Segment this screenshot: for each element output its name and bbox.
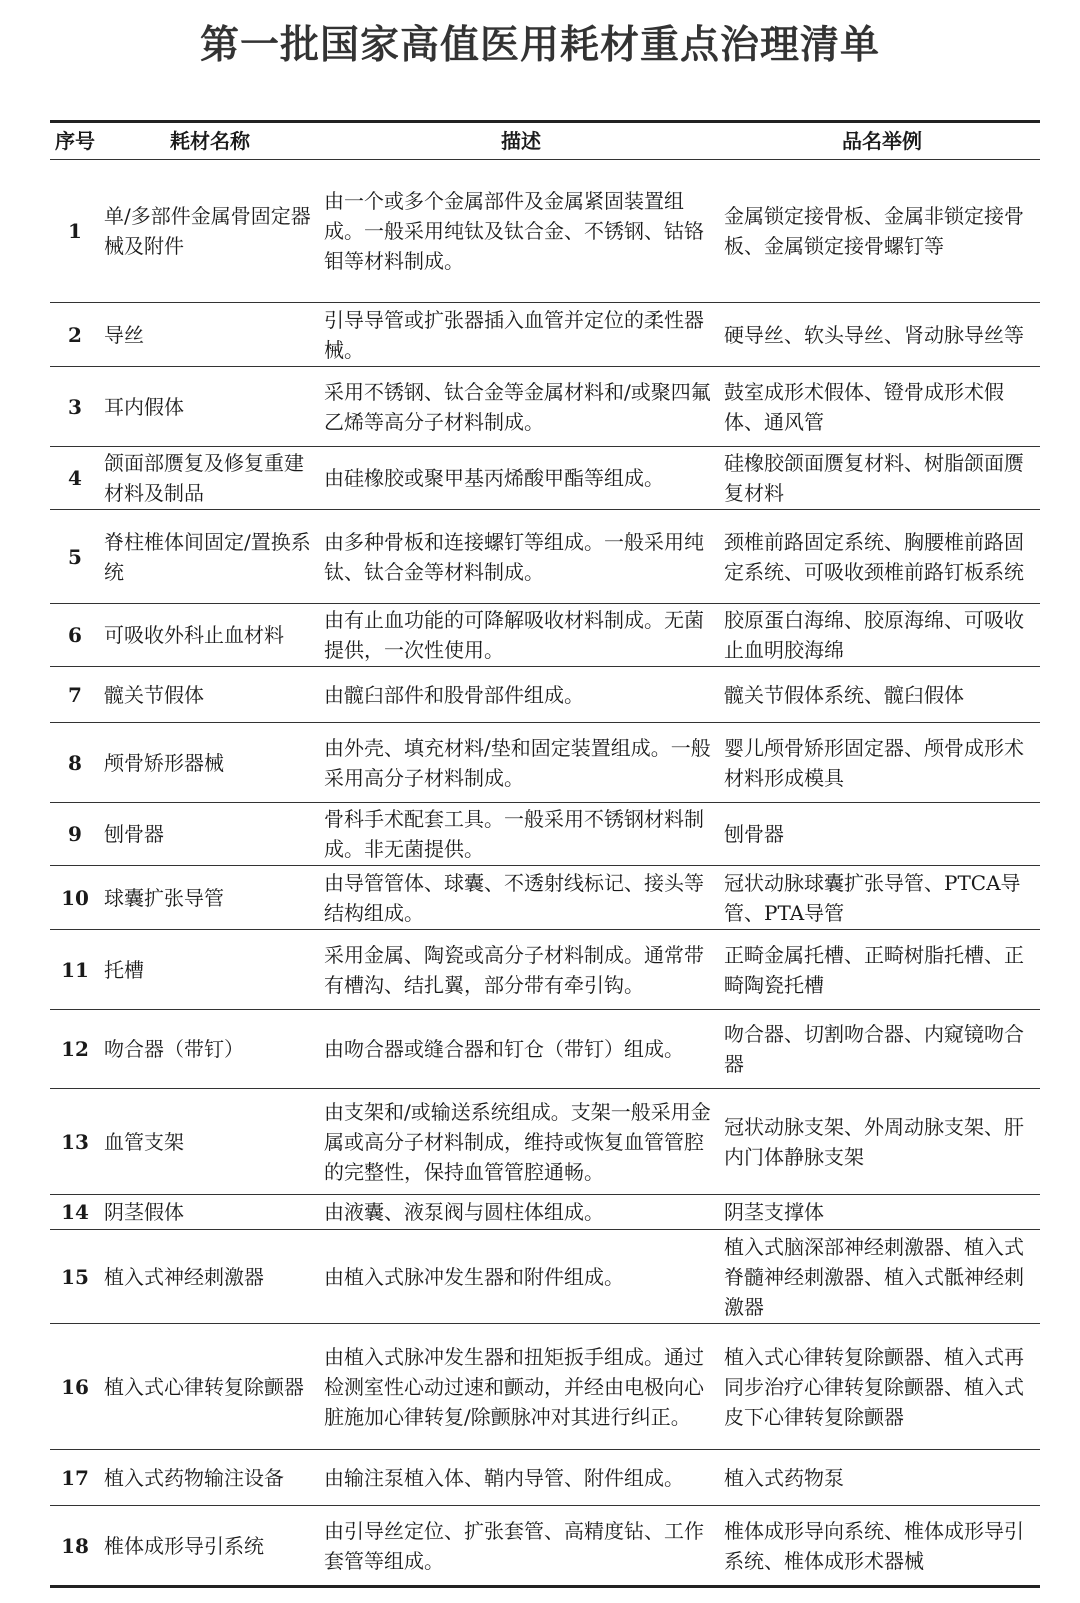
row-desc (318, 1195, 718, 1229)
row-num (50, 1010, 100, 1088)
row-desc-text: 由有止血功能的可降解吸收材料制成。无菌提供，一次性使用。 (324, 608, 704, 662)
row-desc (318, 930, 718, 1009)
row-num (50, 803, 100, 865)
table-row (50, 1089, 1040, 1195)
row-num-text: 9 (68, 822, 82, 846)
row-desc (318, 1450, 718, 1505)
table-row (50, 1324, 1040, 1450)
table-row (50, 803, 1040, 866)
row-name-text: 单/多部件金属骨固定器械及附件 (104, 204, 311, 258)
table-header (50, 123, 1040, 160)
row-num (50, 367, 100, 446)
row-num (50, 303, 100, 366)
row-num-text: 6 (68, 623, 82, 647)
row-name (100, 1506, 318, 1585)
row-num-text: 1 (68, 219, 82, 243)
table-row (50, 303, 1040, 367)
row-example (718, 303, 1040, 366)
row-desc-text: 骨科手术配套工具。一般采用不锈钢材料制成。非无菌提供。 (324, 807, 704, 861)
row-name (100, 604, 318, 666)
row-desc (318, 667, 718, 722)
table-row (50, 160, 1040, 303)
row-num (50, 510, 100, 603)
header-name: 耗材名称 (170, 129, 250, 153)
row-example (718, 1506, 1040, 1585)
row-name-text: 刨骨器 (104, 822, 164, 846)
row-example (718, 1089, 1040, 1194)
table-row (50, 367, 1040, 447)
header-desc: 描述 (501, 129, 541, 153)
row-desc (318, 1089, 718, 1194)
table-row (50, 510, 1040, 604)
row-example-text: 硬导丝、软头导丝、肾动脉导丝等 (724, 322, 1024, 347)
row-num-text: 2 (68, 322, 82, 347)
row-name (100, 160, 318, 302)
row-name (100, 803, 318, 865)
row-desc-text: 由导管管体、球囊、不透射线标记、接头等结构组成。 (324, 870, 704, 925)
row-desc (318, 1010, 718, 1088)
row-desc-text: 采用不锈钢、钛合金等金属材料和/或聚四氟乙烯等高分子材料制成。 (324, 379, 711, 434)
row-name-text: 吻合器（带钉） (104, 1037, 244, 1061)
row-desc-text: 引导导管或扩张器插入血管并定位的柔性器械。 (324, 307, 704, 362)
row-name-text: 托槽 (104, 957, 144, 982)
row-desc (318, 723, 718, 802)
row-num (50, 866, 100, 929)
row-desc-text: 由多种骨板和连接螺钉等组成。一般采用纯钛、钛合金等材料制成。 (324, 529, 704, 584)
row-example-text: 冠状动脉支架、外周动脉支架、肝内门体静脉支架 (724, 1114, 1024, 1169)
row-example-text: 髋关节假体系统、髋臼假体 (724, 682, 964, 707)
row-num-text: 8 (68, 750, 82, 775)
row-example-text: 鼓室成形术假体、镫骨成形术假体、通风管 (724, 379, 1004, 434)
row-num-text: 13 (61, 1129, 89, 1154)
row-example (718, 1010, 1040, 1088)
row-name-text: 颌面部赝复及修复重建材料及制品 (104, 451, 304, 505)
row-name-text: 植入式神经刺激器 (104, 1264, 264, 1289)
row-name-text: 椎体成形导引系统 (104, 1533, 264, 1558)
row-example-text: 金属锁定接骨板、金属非锁定接骨板、金属锁定接骨螺钉等 (724, 204, 1024, 258)
page-title: 第一批国家高值医用耗材重点治理清单 (199, 23, 880, 68)
row-desc (318, 604, 718, 666)
table-row (50, 866, 1040, 930)
row-desc-text: 由外壳、填充材料/垫和固定装置组成。一般采用高分子材料制成。 (324, 735, 711, 790)
row-example-text: 颈椎前路固定系统、胸腰椎前路固定系统、可吸收颈椎前路钉板系统 (724, 529, 1024, 584)
row-name (100, 510, 318, 603)
row-desc-text: 由一个或多个金属部件及金属紧固装置组成。一般采用纯钛及钛合金、不锈钢、钴铬钼等材料制成。 (324, 189, 704, 273)
row-desc-text: 由吻合器或缝合器和钉仓（带钉）组成。 (324, 1037, 684, 1061)
row-example-text: 婴儿颅骨矫形固定器、颅骨成形术材料形成模具 (724, 735, 1024, 790)
row-num (50, 447, 100, 509)
table-row (50, 1230, 1040, 1324)
row-example-text: 胶原蛋白海绵、胶原海绵、可吸收止血明胶海绵 (724, 608, 1024, 662)
row-example-text: 刨骨器 (724, 822, 784, 846)
consumables-table (50, 120, 1040, 1588)
table-row (50, 667, 1040, 723)
row-example (718, 160, 1040, 302)
row-name-text: 球囊扩张导管 (104, 885, 224, 910)
row-example (718, 1230, 1040, 1323)
row-desc (318, 303, 718, 366)
row-num-text: 18 (61, 1533, 89, 1558)
table-row (50, 604, 1040, 667)
row-desc-text: 由液囊、液泵阀与圆柱体组成。 (324, 1200, 604, 1224)
row-num-text: 10 (61, 885, 89, 910)
row-example (718, 367, 1040, 446)
row-num (50, 667, 100, 722)
row-example (718, 1450, 1040, 1505)
row-desc-text: 由植入式脉冲发生器和扭矩扳手组成。通过检测室性心动过速和颤动，并经由电极向心脏施加心律转复/除颤脉冲对其进行纠正。 (324, 1344, 704, 1429)
row-name-text: 植入式心律转复除颤器 (104, 1374, 304, 1399)
table-row (50, 723, 1040, 803)
row-desc-text: 由输注泵植入体、鞘内导管、附件组成。 (324, 1465, 684, 1490)
row-desc (318, 1230, 718, 1323)
row-name (100, 367, 318, 446)
row-num (50, 1089, 100, 1194)
row-desc-text: 由髋臼部件和股骨部件组成。 (324, 682, 584, 707)
row-num-text: 16 (61, 1374, 89, 1399)
row-name (100, 930, 318, 1009)
table-row (50, 1450, 1040, 1506)
row-example-text: 植入式药物泵 (724, 1465, 844, 1490)
row-desc-text: 由硅橡胶或聚甲基丙烯酸甲酯等组成。 (324, 466, 664, 490)
row-example (718, 803, 1040, 865)
row-desc-text: 采用金属、陶瓷或高分子材料制成。通常带有槽沟、结扎翼，部分带有牵引钩。 (324, 942, 704, 997)
row-num (50, 1506, 100, 1585)
row-name (100, 1324, 318, 1449)
row-num (50, 604, 100, 666)
row-num-text: 15 (61, 1264, 89, 1289)
row-num (50, 1324, 100, 1449)
row-name (100, 1230, 318, 1323)
row-name (100, 303, 318, 366)
header-num: 序号 (55, 129, 95, 153)
table-row (50, 447, 1040, 510)
row-example (718, 667, 1040, 722)
row-name (100, 667, 318, 722)
row-name (100, 1010, 318, 1088)
row-name-text: 髋关节假体 (104, 682, 204, 707)
row-num (50, 1195, 100, 1229)
row-example (718, 510, 1040, 603)
table-row (50, 930, 1040, 1010)
table-row (50, 1506, 1040, 1588)
row-desc-text: 由引导丝定位、扩张套管、高精度钻、工作套管等组成。 (324, 1518, 704, 1573)
row-num (50, 930, 100, 1009)
table-row (50, 1010, 1040, 1089)
row-name-text: 颅骨矫形器械 (104, 750, 224, 775)
row-name (100, 1450, 318, 1505)
row-example (718, 1195, 1040, 1229)
row-name (100, 1089, 318, 1194)
row-desc-text: 由支架和/或输送系统组成。支架一般采用金属或高分子材料制成，维持或恢复血管管腔的完整性，保持血管管腔通畅。 (324, 1099, 711, 1184)
row-num-text: 14 (61, 1200, 89, 1224)
row-num-text: 17 (61, 1465, 89, 1490)
row-num (50, 1230, 100, 1323)
row-name (100, 1195, 318, 1229)
row-example-text: 植入式心律转复除颤器、植入式再同步治疗心律转复除颤器、植入式皮下心律转复除颤器 (724, 1344, 1024, 1429)
row-name (100, 866, 318, 929)
row-desc (318, 447, 718, 509)
row-num (50, 1450, 100, 1505)
row-example (718, 604, 1040, 666)
row-num-text: 5 (68, 544, 82, 569)
row-example-text: 硅橡胶颌面赝复材料、树脂颌面赝复材料 (724, 451, 1024, 505)
row-num-text: 11 (61, 957, 89, 982)
row-example (718, 723, 1040, 802)
row-name-text: 可吸收外科止血材料 (104, 623, 284, 647)
row-name-text: 导丝 (104, 322, 144, 347)
row-name (100, 723, 318, 802)
row-desc (318, 1506, 718, 1585)
row-desc (318, 367, 718, 446)
row-num-text: 3 (68, 394, 82, 419)
row-name-text: 血管支架 (104, 1129, 184, 1154)
row-example (718, 930, 1040, 1009)
row-example-text: 椎体成形导向系统、椎体成形导引系统、椎体成形术器械 (724, 1518, 1024, 1573)
header-example: 品名举例 (842, 129, 922, 153)
row-desc-text: 由植入式脉冲发生器和附件组成。 (324, 1264, 624, 1289)
row-example-text: 冠状动脉球囊扩张导管、PTCA导管、PTA导管 (724, 870, 1021, 925)
row-example (718, 1324, 1040, 1449)
row-example-text: 正畸金属托槽、正畸树脂托槽、正畸陶瓷托槽 (724, 942, 1024, 997)
row-num-text: 7 (68, 682, 82, 707)
row-example-text: 阴茎支撑体 (724, 1200, 824, 1224)
row-name-text: 植入式药物输注设备 (104, 1465, 284, 1490)
row-num (50, 723, 100, 802)
row-desc (318, 803, 718, 865)
row-num (50, 160, 100, 302)
row-num-text: 4 (68, 466, 82, 490)
row-name (100, 447, 318, 509)
row-desc (318, 160, 718, 302)
row-name-text: 耳内假体 (104, 394, 184, 419)
row-desc (318, 866, 718, 929)
row-desc (318, 1324, 718, 1449)
table-row (50, 1195, 1040, 1230)
row-name-text: 脊柱椎体间固定/置换系统 (104, 529, 311, 584)
row-example (718, 447, 1040, 509)
row-example-text: 植入式脑深部神经刺激器、植入式脊髓神经刺激器、植入式骶神经刺激器 (724, 1234, 1024, 1319)
row-num-text: 12 (61, 1037, 89, 1061)
row-example (718, 866, 1040, 929)
row-example-text: 吻合器、切割吻合器、内窥镜吻合器 (724, 1022, 1024, 1076)
row-desc (318, 510, 718, 603)
row-name-text: 阴茎假体 (104, 1200, 184, 1224)
